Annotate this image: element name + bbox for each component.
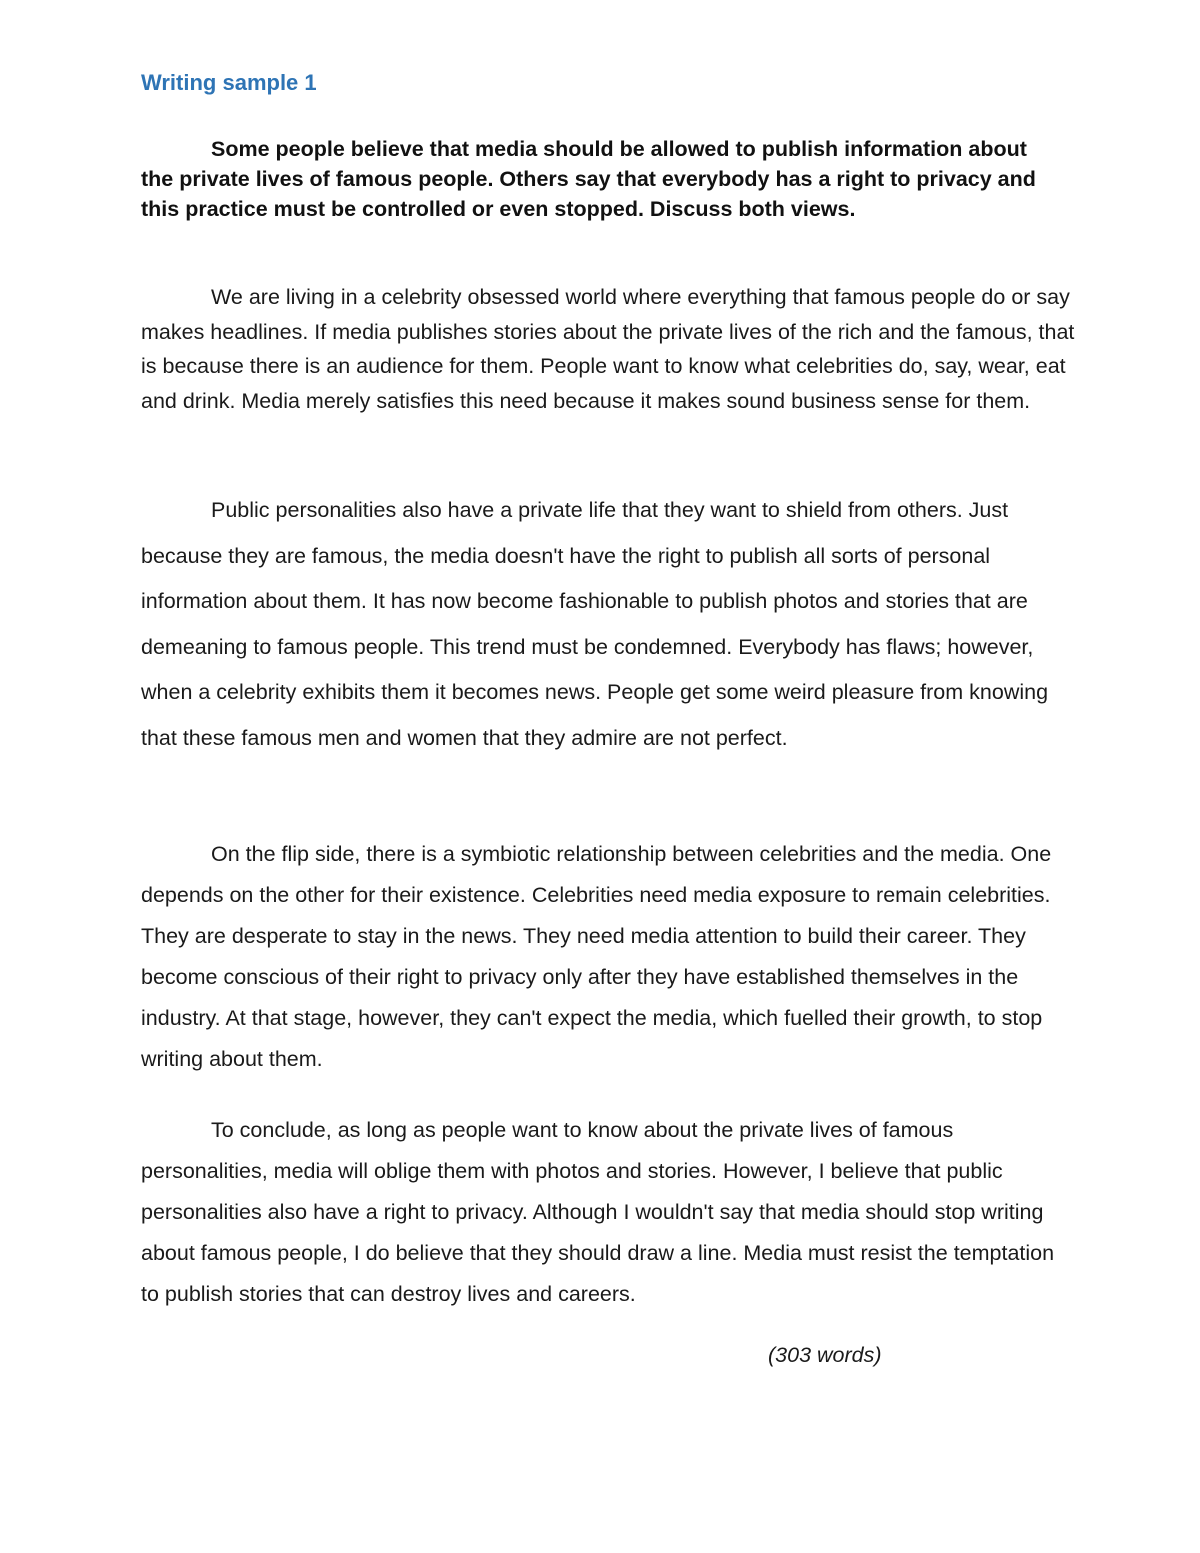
- word-count: (303 words): [768, 1343, 882, 1367]
- essay-paragraph-4: To conclude, as long as people want to know about the private lives of famous personalities, media will oblige them with photos and stories. However, I believe that public personalities also have a right to privacy. Although I wouldn't say that media should stop writing about famous people, I do believe that they should draw a line. Media must resist the temptation to publish stories that can destroy lives and careers.: [141, 1118, 1055, 1306]
- essay-paragraph-1: We are living in a celebrity obsessed world where everything that famous people do or say makes headlines. If media publishes stories about the private lives of the rich and the famous, that is because there is an audience for them. People want to know what celebrities do, say, wear, eat and drink. Media merely satisfies this need because it makes sound business sense for them.: [141, 285, 1075, 413]
- essay-prompt: Some people believe that media should be allowed to publish information about the private lives of famous people. Others say that everybody has a right to privacy and this practice must be controlled or even stopped. Discuss both views.: [141, 137, 1036, 221]
- document-heading: Writing sample 1: [141, 70, 317, 95]
- essay-paragraph-3: On the flip side, there is a symbiotic relationship between celebrities and the media. One depends on the other for their existence. Celebrities need media exposure to remain celebrities. They are desperate to stay in the news. They need media attention to build their career. They become conscious of their right to privacy only after they have established themselves in the industry. At that stage, however, they can't expect the media, which fuelled their growth, to stop writing about them.: [141, 842, 1052, 1071]
- essay-paragraph-2: Public personalities also have a private life that they want to shield from others. Just because they are famous, the media doesn't have the right to publish all sorts of personal information about them. It has now become fashionable to publish photos and stories that are demeaning to famous people. This trend must be condemned. Everybody has flaws; however, when a celebrity exhibits them it becomes news. People get some weird pleasure from knowing that these famous men and women that they admire are not perfect.: [141, 498, 1049, 750]
